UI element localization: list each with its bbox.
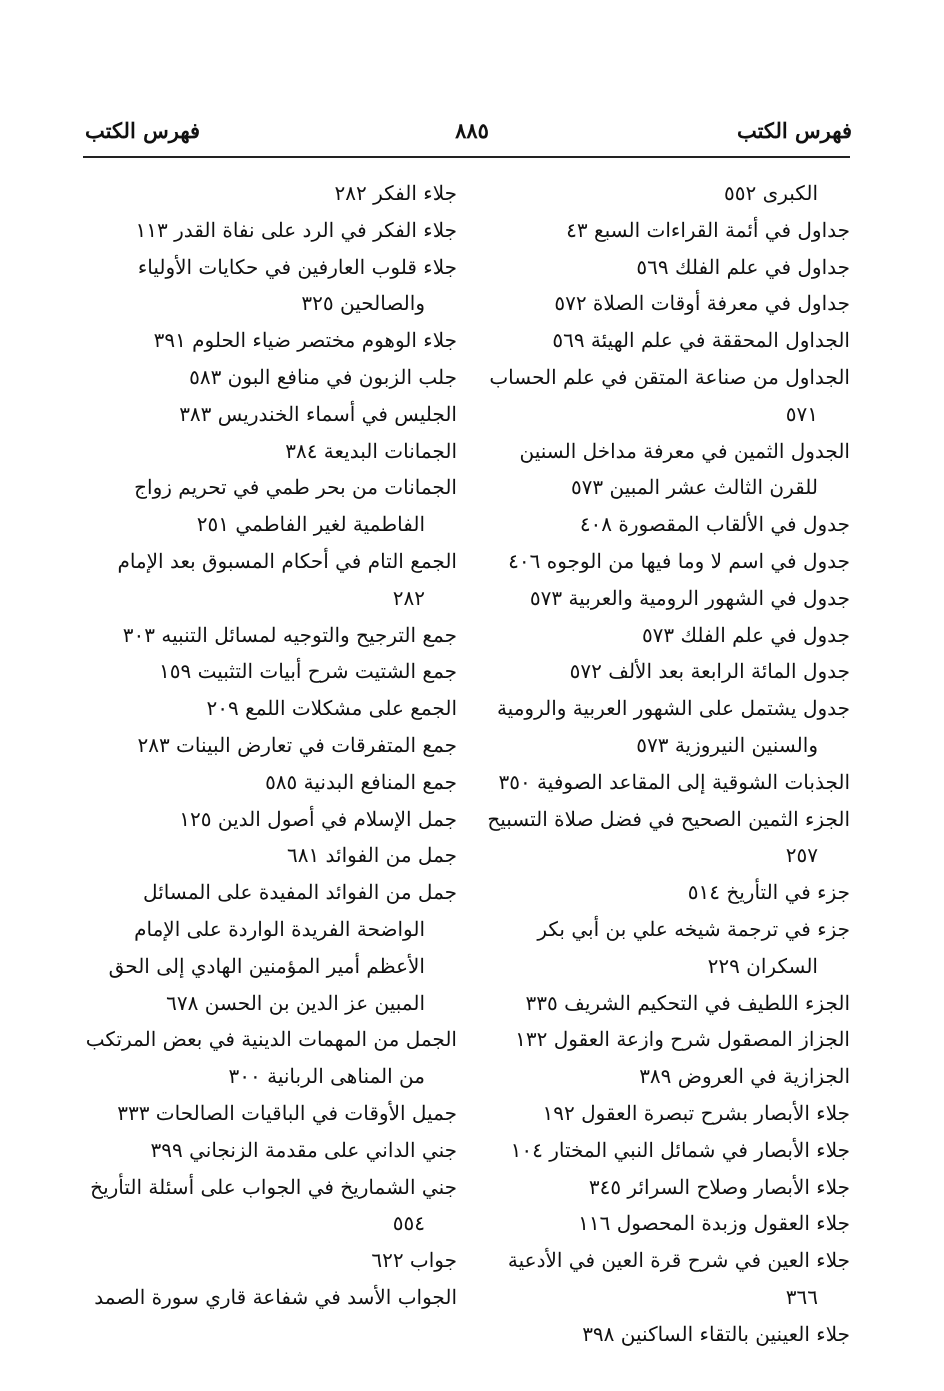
header-rule — [83, 156, 850, 158]
index-entry: جداول في معرفة أوقات الصلاة ٥٧٢ — [554, 291, 850, 316]
index-entry: جلاء قلوب العارفين في حكايات الأولياء والصالحين ٣٢٥ — [137, 254, 457, 316]
index-entry: جمل من الفوائد ٦٨١ — [286, 843, 457, 868]
index-entry: جمع الترجيح والتوجيه لمسائل التنبيه ٣٠٣ — [122, 622, 457, 647]
index-entry: الجداول المحققة في علم الهيئة ٥٦٩ — [552, 328, 850, 353]
index-entry: الكبرى ٥٥٢ — [723, 181, 818, 205]
index-entry: جلاء العين في شرح قرة العين في الأدعية ٣٦٦ — [507, 1248, 850, 1309]
index-entry: جلاء الأبصار في شمائل النبي المختار ١٠٤ — [510, 1137, 850, 1162]
index-entry: الجمل من المهمات الدينية في بعض المرتكب من المناهى الربانية ٣٠٠ — [85, 1027, 457, 1089]
index-entry: جدول في علم الفلك ٥٧٣ — [641, 622, 850, 647]
index-entry: جدول في الألقاب المقصورة ٤٠٨ — [579, 512, 850, 537]
index-entry: جزء في التأريخ ٥١٤ — [687, 880, 850, 905]
index-entry: الجمانات البديعة ٣٨٤ — [285, 438, 457, 463]
index-entry: جلب الزبون في منافع البون ٥٨٣ — [189, 364, 457, 389]
index-entry: جدول في الشهور الرومية والعربية ٥٧٣ — [529, 585, 850, 610]
index-entry: جلاء الأبصار بشرح تبصرة العقول ١٩٢ — [542, 1100, 850, 1125]
index-entry: الجزء الثمين الصحيح في فضل صلاة التسبيح ٢٥٧ — [487, 806, 850, 868]
index-entry: جني الشماريخ في الجواب على أسئلة التأريخ ٥٥٤ — [90, 1174, 457, 1236]
index-entry: الجليس في أسماء الخندريس ٣٨٣ — [179, 401, 457, 426]
index-entry: جميل الأوقات في الباقيات الصالحات ٣٣٣ — [117, 1100, 457, 1125]
index-entry: جلاء الفكر في الرد على نفاة القدر ١١٣ — [135, 217, 457, 242]
index-entry: الجزء اللطيف في التحكيم الشريف ٣٣٥ — [525, 990, 850, 1015]
index-entry: جمع المنافع البدنية ٥٨٥ — [265, 769, 457, 794]
index-entry: جواب ٦٢٢ — [371, 1248, 457, 1273]
index-entry: جلاء الفكر ٢٨٢ — [334, 181, 457, 205]
index-entry: الجمع على مشكلات اللمع ٢٠٩ — [206, 696, 457, 721]
index-entry: جمل الإسلام في أصول الدين ١٢٥ — [179, 806, 457, 831]
index-column-left — [81, 175, 457, 1316]
index-entry: الجداول من صناعة المتقن في علم الحساب ٥٧١ — [489, 364, 850, 426]
index-entry: جلاء العقول وزبدة المحصول ١١٦ — [578, 1211, 850, 1236]
index-entry: جني الداني على مقدمة الزنجاني ٣٩٩ — [150, 1137, 457, 1162]
index-entry: جمع المتفرقات في تعارض البينات ٢٨٣ — [137, 732, 457, 757]
index-entry: الجمع التام في أحكام المسبوق بعد الإمام ٢٨٢ — [117, 548, 457, 610]
index-entry: جداول في علم الفلك ٥٦٩ — [636, 254, 850, 279]
index-entry: جلاء الأبصار وصلاح السرائر ٣٤٥ — [588, 1174, 850, 1199]
running-header-left: فهرس الكتب — [85, 118, 201, 143]
index-entry: جمل من الفوائد المفيدة على المسائل الواضحة الفريدة الواردة على الإمام الأعظم أمير المؤمنين الهادي إلى الحق المبين عز الدين بن الحسن ٦٧٨ — [108, 880, 457, 1015]
index-entry: الجزاز المصقول شرح وازعة العقول ١٣٢ — [515, 1027, 850, 1052]
index-entry: جدول يشتمل على الشهور العربية والرومية والسنين النيروزية ٥٧٣ — [496, 696, 850, 757]
index-entry: الجمانات من بحر طمي في تحريم زواج الفاطمية لغير الفاطمي ٢٥١ — [134, 475, 457, 537]
index-entry: الجذبات الشوقية إلى المقاعد الصوفية ٣٥٠ — [498, 769, 850, 794]
index-entry: جدول في اسم لا وما فيها من الوجوه ٤٠٦ — [508, 548, 850, 573]
index-entry: جلاء الوهوم مختصر ضياء الحلوم ٣٩١ — [153, 328, 457, 353]
index-entry: جدول المائة الرابعة بعد الألف ٥٧٢ — [569, 659, 850, 684]
index-column-right — [478, 175, 850, 1353]
index-entry: الجزازية في العروض ٣٨٩ — [639, 1064, 850, 1089]
index-entry: جداول في أئمة القراءات السبع ٤٣ — [566, 217, 850, 242]
index-entry: جزء في ترجمة شيخه علي بن أبي بكر السكران ٢٢٩ — [537, 916, 850, 978]
page-number: ٨٨٥ — [455, 118, 489, 143]
index-entry: الجدول الثمين في معرفة مداخل السنين للقرن الثالث عشر المبين ٥٧٣ — [519, 438, 850, 500]
index-entry: جمع الشتيت شرح أبيات التثبيت ١٥٩ — [158, 659, 457, 684]
index-entry: الجواب الأسد في شفاعة قاري سورة الصمد — [94, 1284, 457, 1309]
index-entry: جلاء العينين بالتقاء الساكنين ٣٩٨ — [582, 1321, 850, 1346]
running-header-right: فهرس الكتب — [736, 118, 852, 143]
